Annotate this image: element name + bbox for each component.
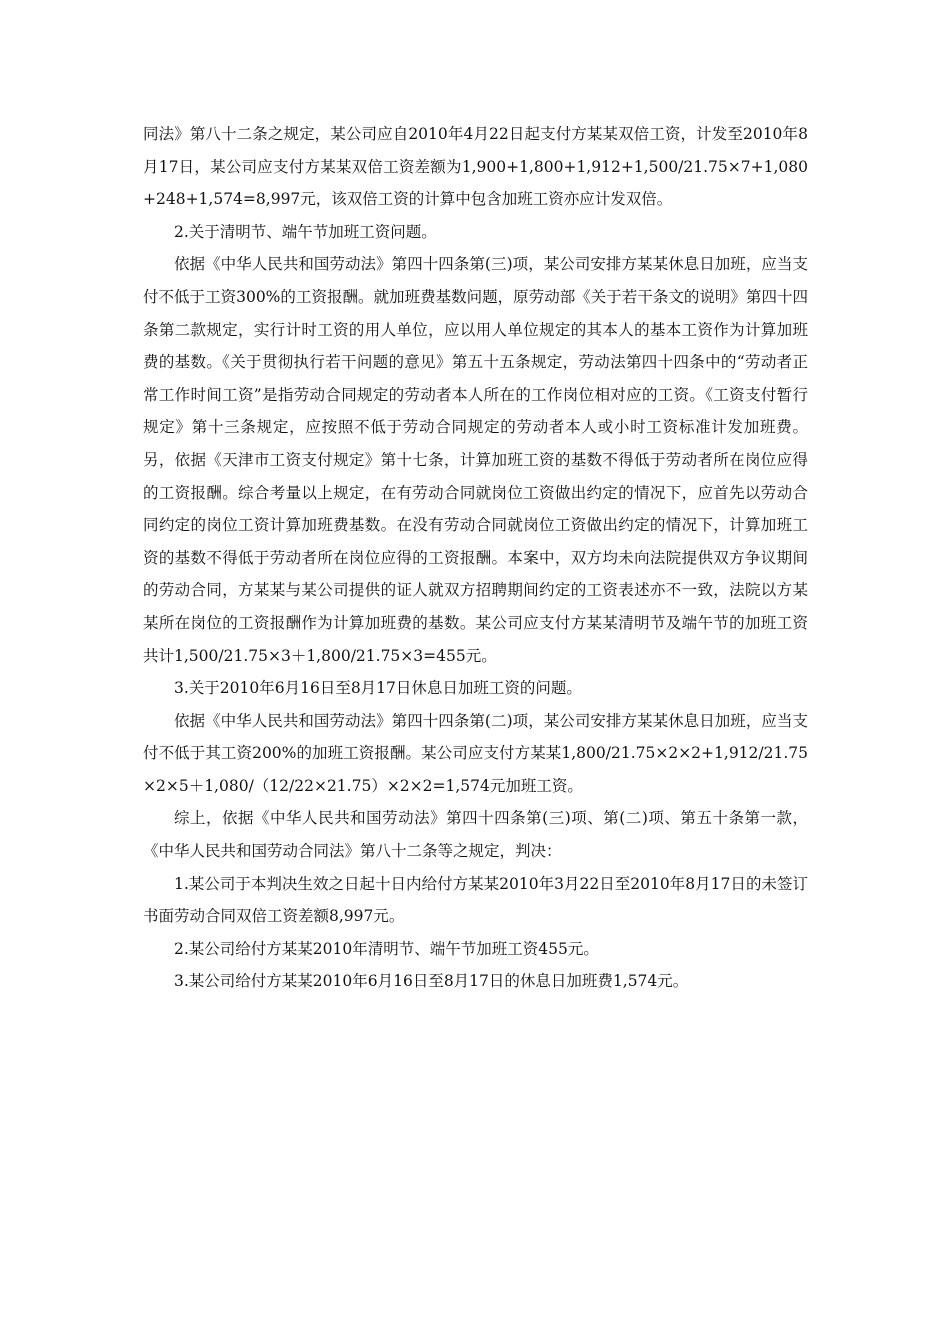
judgment-item-1: 1.某公司于本判决生效之日起十日内给付方某某2010年3月22日至2010年8月17日的未签订书面劳动合同双倍工资差额8,997元。	[143, 874, 808, 926]
document-body	[143, 118, 808, 998]
heading-rest-day-overtime: 3.关于2010年6月16日至8月17日休息日加班工资的问题。	[174, 679, 582, 698]
paragraph-holiday-overtime-analysis: 依据《中华人民共和国劳动法》第四十四条第(三)项，某公司安排方某某休息日加班，应当支付不低于工资300%的工资报酬。就加班费基数问题，原劳动部《关于若干条文的说明》第四十四条第二款规定，实行计时工资的用人单位，应以用人单位规定的其本人的基本工资作为计算加班费的基数。《关于贯彻执行若干问题的意见》第五十五条规定，劳动法第四十四条中的“劳动者正常工作时间工资”是指劳动合同规定的劳动者本人所在的工作岗位相对应的工资。《工资支付暂行规定》第十三条规定，应按照不低于劳动合同规定的劳动者本人或小时工资标准计发加班费。另，依据《天津市工资支付规定》第十七条，计算加班工资的基数不得低于劳动者所在岗位应得的工资报酬。综合考量以上规定，在有劳动合同就岗位工资做出约定的情况下，应首先以劳动合同约定的岗位工资计算加班费基数。在没有劳动合同就岗位工资做出约定的情况下，计算加班工资的基数不得低于劳动者所在岗位应得的工资报酬。本案中，双方均未向法院提供双方争议期间的劳动合同，方某某与某公司提供的证人就双方招聘期间约定的工资表述亦不一致，法院以方某某所在岗位的工资报酬作为计算加班费的基数。某公司应支付方某某清明节及端午节的加班工资共计1,500/21.75×3＋1,800/21.75×3=455元。	[143, 255, 808, 665]
judgment-item-3: 3.某公司给付方某某2010年6月16日至8月17日的休息日加班费1,574元。	[174, 972, 689, 991]
heading-holiday-overtime: 2.关于清明节、端午节加班工资问题。	[174, 222, 437, 241]
paragraph-continued-statute: 同法》第八十二条之规定，某公司应自2010年4月22日起支付方某某双倍工资，计发至2010年8月17日，某公司应支付方某某双倍工资差额为1,900+1,800+1,912+1,500/21.75×7+1,080+248+1,574=8,997元，该双倍工资的计算中包含加班工资亦应计发双倍。	[143, 125, 808, 209]
paragraph-rest-day-overtime-analysis: 依据《中华人民共和国劳动法》第四十四条第(二)项，某公司安排方某某休息日加班，应当支付不低于其工资200%的加班工资报酬。某公司应支付方某某1,800/21.75×2×2+1,912/21.75×2×5＋1,080/（12/22×21.75）×2×2=1,574元加班工资。	[143, 711, 808, 795]
paragraph-judgment-basis: 综上，依据《中华人民共和国劳动法》第四十四条第(三)项、第(二)项、第五十条第一款，《中华人民共和国劳动合同法》第八十二条等之规定，判决：	[143, 809, 808, 861]
judgment-item-2: 2.某公司给付方某某2010年清明节、端午节加班工资455元。	[174, 939, 599, 958]
